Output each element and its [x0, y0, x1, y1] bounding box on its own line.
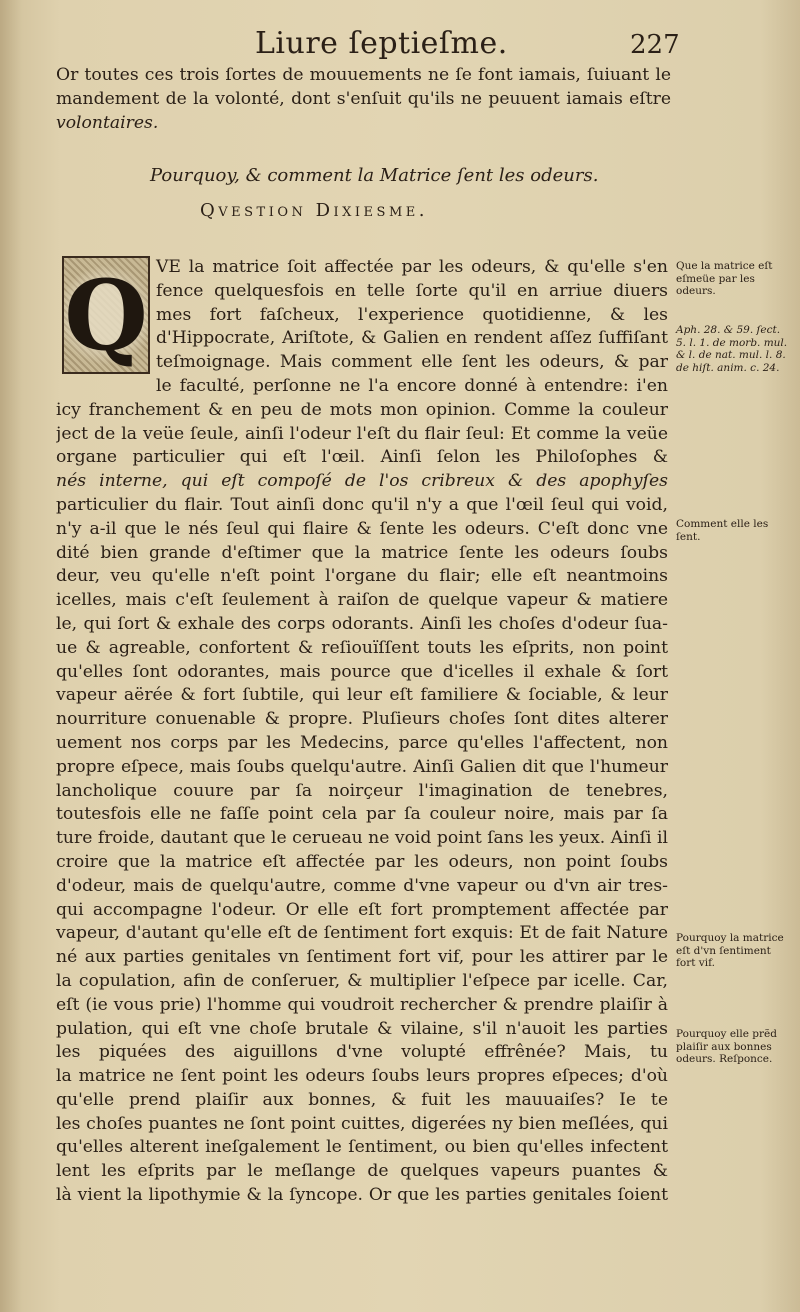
text-line: ject de la veüe ſeule, ainſi l'odeur l'eſt du flair ſeul: Et comme la veüe — [56, 423, 668, 444]
text-line: nés interne, qui eſt compoſé de l'os cribreux & des apophyſes — [56, 471, 668, 492]
text-line: né aux parties genitales vn ſentiment fort vif, pour les attirer par le — [56, 947, 668, 968]
running-head: Liure ſeptieſme. — [255, 26, 508, 61]
page-number: 227 — [630, 30, 680, 60]
text-line: n'y a-il que le nés ſeul qui flaire & ſente les odeurs. C'eſt donc vne — [56, 518, 668, 539]
text-line: icy franchement & en peu de mots mon opinion. Comme la couleur — [56, 399, 668, 420]
text-line: icelles, mais c'eſt ſeulement à raiſon de quelque vapeur & matiere — [56, 590, 668, 611]
text-line: ture froide, dautant que le cerueau ne void point ſans les yeux. Ainſi il — [56, 828, 668, 849]
text-line: particulier du flair. Tout ainſi donc qu'il n'y a que l'œil ſeul qui void, — [56, 494, 668, 515]
text-line: pulation, qui eſt vne choſe brutale & vilaine, s'il n'auoit les parties — [56, 1018, 668, 1039]
text-line: vapeur, d'autant qu'elle eſt de ſentiment fort exquis: Et de fait Nature — [56, 923, 668, 944]
text-line: nourriture conuenable & propre. Pluſieurs choſes ſont dites alterer — [56, 709, 668, 730]
text-line: vapeur aërée & fort ſubtile, qui leur eſt familiere & ſociable, & leur — [56, 685, 668, 706]
text-line: Or toutes ces trois ſortes de mouuements ne ſe font iamais, ſuiuant le — [56, 65, 671, 85]
text-line: mes fort faſcheux, l'experience quotidienne, & les — [156, 304, 668, 325]
dropcap-letter: Q — [64, 258, 148, 372]
text-line: d'Hippocrate, Ariſtote, & Galien en rendent aſſez ſuffiſant — [156, 328, 668, 349]
text-line: lancholique couure par ſa noirçeur l'imagination de tenebres, — [56, 780, 668, 801]
margin-note: Que la matrice eſt eſmeüe par les odeurs. — [676, 260, 773, 297]
text-line: dité bien grande d'eſtimer que la matrice ſente les odeurs ſoubs — [56, 542, 668, 563]
section-caption: Pourquoy, & comment la Matrice ſent les odeurs. — [150, 165, 599, 186]
text-line: le, qui ſort & exhale des corps odorants. Ainſi les choſes d'odeur ſua- — [56, 613, 668, 634]
margin-note-reference: Aph. 28. & 59. ſect. 5. l. 1. de morb. mul. & l. de nat. mul. l. 8. de hiſt. anim. c. 24. — [676, 324, 788, 374]
text-line: qui accompagne l'odeur. Or elle eſt fort promptement affectée par — [56, 899, 668, 920]
text-line: teſmoignage. Mais comment elle ſent les odeurs, & par — [156, 352, 668, 373]
text-line: mandement de la volonté, dont s'enſuit qu'ils ne peuuent iamais eſtre — [56, 88, 671, 109]
margin-note: Pourquoy la matrice eſt d'vn ſentiment fort vif. — [676, 932, 784, 969]
text-line: d'odeur, mais de quelqu'autre, comme d'vne vapeur ou d'vn air tres- — [56, 875, 668, 896]
text-line: la copulation, afin de conſeruer, & multiplier l'eſpece par icelle. Car, — [56, 970, 668, 991]
text-line: les choſes puantes ne ſont point cuittes, digerées ny bien meſlées, qui — [56, 1113, 668, 1134]
main-text — [56, 256, 668, 1208]
text-line: lent les eſprits par le meſlange de quelques vapeurs puantes & — [56, 1161, 668, 1182]
opening-paragraph — [56, 64, 671, 135]
text-line: VE la matrice ſoit affectée par les odeurs, & qu'elle s'en — [156, 257, 668, 277]
text-line: la matrice ne ſent point les odeurs ſoubs leurs propres eſpeces; d'où — [56, 1066, 668, 1087]
text-line: volontaires. — [56, 112, 159, 133]
question-heading: Qvestion Dixiesme. — [200, 200, 428, 221]
text-line: deur, veu qu'elle n'eſt point l'organe du flair; elle eſt neantmoins — [56, 566, 668, 587]
text-line: les piquées des aiguillons d'vne volupté effrênée? Mais, tu — [56, 1042, 668, 1063]
text-line: qu'elles alterent ineſgalement le ſentiment, ou bien qu'elles infectent — [56, 1137, 668, 1158]
margin-note: Comment elle les ſent. — [676, 518, 769, 543]
text-line: croire que la matrice eſt affectée par les odeurs, non point ſoubs — [56, 851, 668, 872]
text-line: eſt (ie vous prie) l'homme qui voudroit rechercher & prendre plaiſir à — [56, 994, 668, 1015]
text-line: uement nos corps par les Medecins, parce qu'elles l'affectent, non — [56, 732, 668, 753]
text-line: le faculté, perſonne ne l'a encore donné à entendre: i'en — [156, 375, 668, 396]
text-line: propre eſpece, mais ſoubs quelqu'autre. Ainſi Galien dit que l'humeur — [56, 756, 668, 777]
text-line: qu'elle prend plaiſir aux bonnes, & fuit les mauuaiſes? Ie te — [56, 1089, 668, 1110]
text-line: là vient la lipothymie & la ſyncope. Or que les parties genitales ſoient — [56, 1185, 668, 1206]
text-line: fence quelquesfois en telle ſorte qu'il en arriue diuers — [156, 280, 668, 301]
text-line: toutesfois elle ne faſſe point cela par ſa couleur noire, mais par ſa — [56, 804, 668, 825]
text-line: ue & agreable, confortent & reſiouïſſent touts les eſprits, non point — [56, 637, 668, 658]
text-line: organe particulier qui eſt l'œil. Ainſi ſelon les Philoſophes & — [56, 447, 668, 468]
text-line: qu'elles ſont odorantes, mais pource que d'icelles il exhale & ſort — [56, 661, 668, 682]
margin-note: Pourquoy elle prẽd plaiſir aux bonnes odeurs. Reſponce. — [676, 1028, 777, 1065]
